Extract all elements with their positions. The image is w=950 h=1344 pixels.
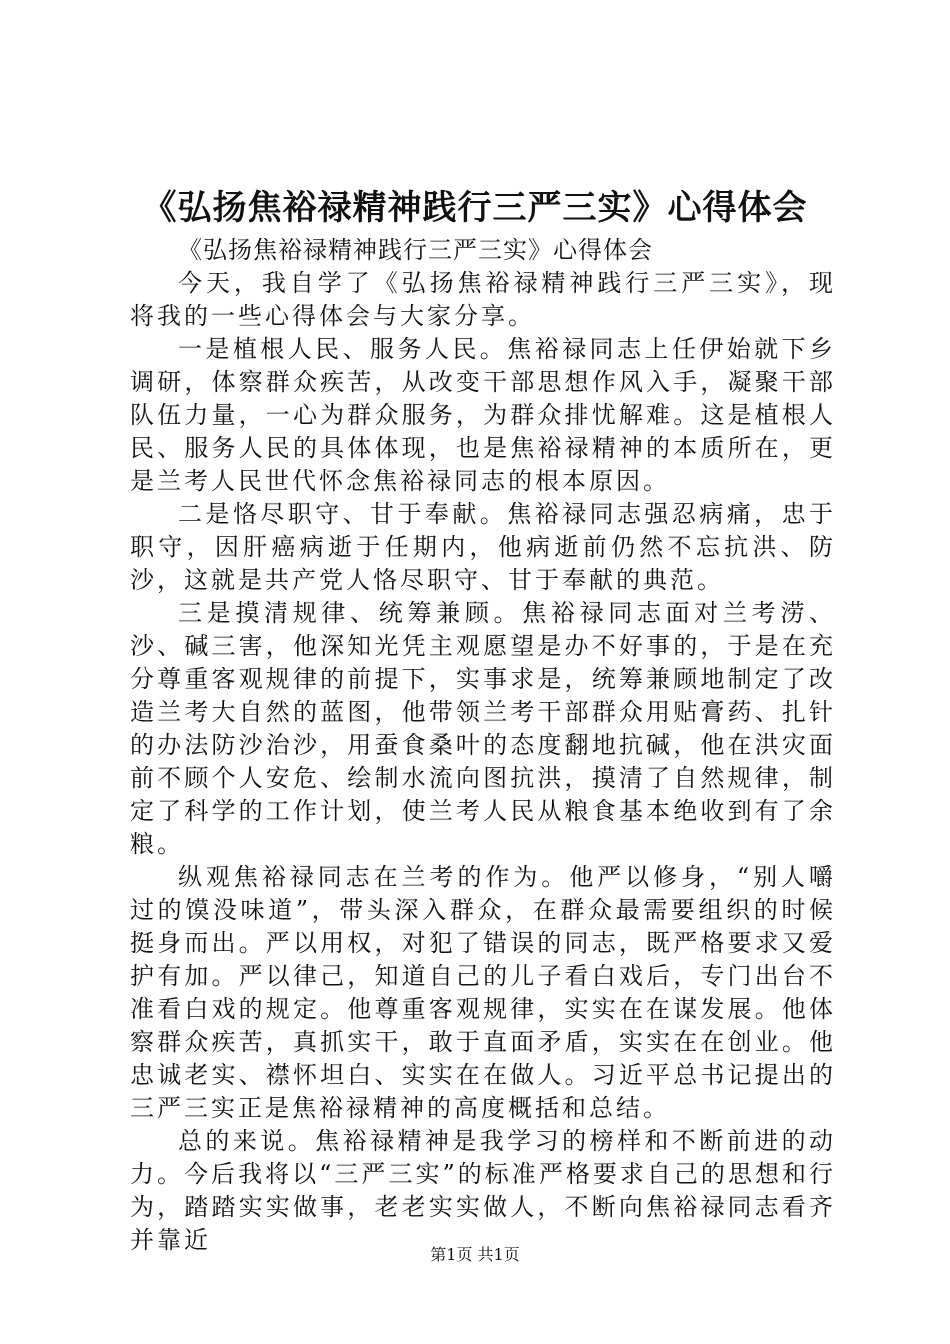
paragraph-overview: 纵观焦裕禄同志在兰考的作为。他严以修身，“别人嚼过的馍没味道”，带头深入群众，在群众最需要组织的时候挺身而出。严以用权，对犯了错误的同志，既严格要求又爱护有加。严以律己，知道自己的儿子看白戏后，专门出台不准看白戏的规定。他尊重客观规律，实实在在谋发展。他体察群众疾苦，真抓实干，敢于直面矛盾，实实在在创业。他忠诚老实、襟怀坦白、实实在在做人。习近平总书记提出的三严三实正是焦裕禄精神的高度概括和总结。 [130, 863, 836, 1122]
document-body [130, 234, 836, 1257]
paragraph-intro: 今天，我自学了《弘扬焦裕禄精神践行三严三实》，现将我的一些心得体会与大家分享。 [130, 269, 836, 330]
paragraph-point-two: 二是恪尽职守、甘于奉献。焦裕禄同志强忍病痛，忠于职守，因肝癌病逝于任期内，他病逝前仍然不忘抗洪、防沙，这就是共产党人恪尽职守、甘于奉献的典范。 [130, 500, 836, 594]
paragraph-conclusion: 总的来说。焦裕禄精神是我学习的榜样和不断前进的动力。今后我将以“三严三实”的标准严格要求自己的思想和行为，踏踏实实做事，老老实实做人，不断向焦裕禄同志看齐并靠近 [130, 1127, 836, 1254]
paragraph-point-one: 一是植根人民、服务人民。焦裕禄同志上任伊始就下乡调研，体察群众疾苦，从改变干部思想作风入手，凝聚干部队伍力量，一心为群众服务，为群众排忧解难。这是植根人民、服务人民的具体体现，也是焦裕禄精神的本质所在，更是兰考人民世代怀念焦裕禄同志的根本原因。 [130, 335, 836, 495]
page-footer: 第1页 共1页 [430, 1245, 520, 1264]
document-title: 《弘扬焦裕禄精神践行三严三实》心得体会 [142, 188, 808, 228]
paragraph-subtitle: 《弘扬焦裕禄精神践行三严三实》心得体会 [178, 236, 653, 264]
paragraph-point-three: 三是摸清规律、统筹兼顾。焦裕禄同志面对兰考涝、沙、碱三害，他深知光凭主观愿望是办不好事的，于是在充分尊重客观规律的前提下，实事求是，统筹兼顾地制定了改造兰考大自然的蓝图，他带领兰考干部群众用贴膏药、扎针的办法防沙治沙，用蚕食桑叶的态度翻地抗碱，他在洪灾面前不顾个人安危、绘制水流向图抗洪，摸清了自然规律，制定了科学的工作计划，使兰考人民从粮食基本绝收到有了余粮。 [130, 599, 836, 858]
